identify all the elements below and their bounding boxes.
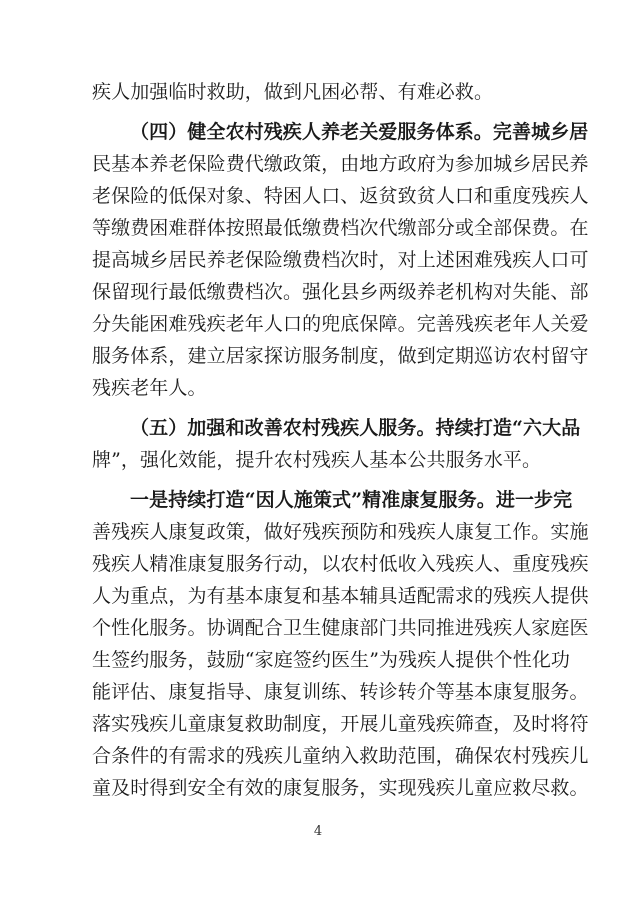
- text-line: 分失能困难残疾老年人口的兜底保障。完善残疾老年人关爱: [92, 313, 589, 335]
- text-line: 等缴费困难群体按照最低缴费档次代缴部分或全部保费。在: [92, 217, 589, 239]
- text-line: 牌”，强化效能，提升农村残疾人基本公共服务水平。: [92, 449, 542, 471]
- text-line: 童及时得到安全有效的康复服务，实现残疾儿童应救尽救。: [92, 777, 589, 799]
- text-line: 合条件的有需求的残疾儿童纳入救助范围，确保农村残疾儿: [92, 745, 589, 767]
- section-heading-line: （五）加强和改善农村残疾人服务。持续打造“六大品: [130, 417, 581, 439]
- text-line: 残疾老年人。: [92, 377, 207, 399]
- text-line: 残疾人精准康复服务行动，以农村低收入残疾人、重度残疾: [92, 553, 589, 575]
- text-line: 提高城乡居民养老保险缴费档次时，对上述困难残疾人口可: [92, 249, 589, 271]
- section-heading-line: （四）健全农村残疾人养老关爱服务体系。完善城乡居: [130, 121, 589, 143]
- page-number: 4: [313, 824, 323, 839]
- text-line: 老保险的低保对象、特困人口、返贫致贫人口和重度残疾人: [92, 185, 589, 207]
- text-line: 服务体系，建立居家探访服务制度，做到定期巡访农村留守: [92, 345, 589, 367]
- text-line: 人为重点，为有基本康复和基本辅具适配需求的残疾人提供: [92, 585, 589, 607]
- text-line: 民基本养老保险费代缴政策，由地方政府为参加城乡居民养: [92, 153, 589, 175]
- text-line: 能评估、康复指导、康复训练、转诊转介等基本康复服务。: [92, 681, 589, 703]
- text-line: 落实残疾儿童康复救助制度，开展儿童残疾筛查，及时将符: [92, 713, 589, 735]
- subsection-heading-line: 一是持续打造“因人施策式”精准康复服务。进一步完: [130, 489, 573, 511]
- text-line: 生签约服务，鼓励“家庭签约医生”为残疾人提供个性化功: [92, 649, 571, 671]
- text-line: 个性化服务。协调配合卫生健康部门共同推进残疾人家庭医: [92, 617, 589, 639]
- text-line: 疾人加强临时救助，做到凡困必帮、有难必救。: [92, 81, 494, 103]
- text-line: 保留现行最低缴费档次。强化县乡两级养老机构对失能、部: [92, 281, 589, 303]
- text-line: 善残疾人康复政策，做好残疾预防和残疾人康复工作。实施: [92, 521, 589, 543]
